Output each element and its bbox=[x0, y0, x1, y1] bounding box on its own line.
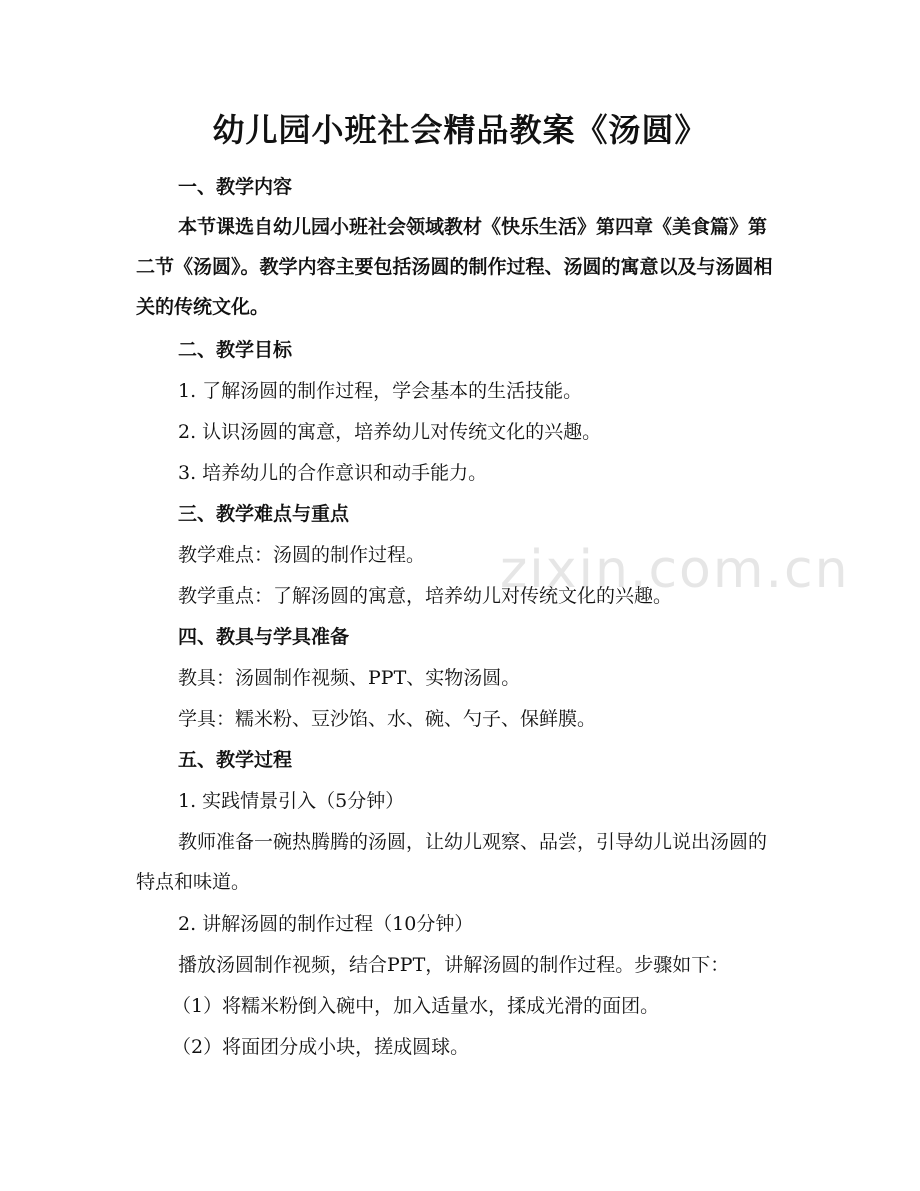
watermark-text: zixin.com.cn bbox=[500, 540, 850, 600]
process-step-1-paragraph: 教师准备一碗热腾腾的汤圆，让幼儿观察、品尝，引导幼儿说出汤圆的特点和味道。 bbox=[136, 831, 768, 893]
section-heading-process: 五、教学过程 bbox=[178, 749, 293, 771]
section-heading-materials: 四、教具与学具准备 bbox=[178, 626, 350, 648]
section-heading-objectives: 二、教学目标 bbox=[178, 339, 293, 361]
process-step-1: 1. 实践情景引入（5分钟） bbox=[178, 790, 405, 812]
process-substep-1: （1）将糯米粉倒入碗中，加入适量水，揉成光滑的面团。 bbox=[172, 995, 660, 1017]
student-materials-text: 学具：糯米粉、豆沙馅、水、碗、勺子、保鲜膜。 bbox=[178, 708, 597, 730]
process-substep-2: （2）将面团分成小块，搓成圆球。 bbox=[172, 1036, 470, 1058]
objective-item-2: 2. 认识汤圆的寓意，培养幼儿对传统文化的兴趣。 bbox=[178, 421, 602, 443]
difficulty-text: 教学难点：汤圆的制作过程。 bbox=[178, 544, 426, 566]
section-heading-content: 一、教学内容 bbox=[178, 176, 293, 198]
process-step-2-intro: 播放汤圆制作视频，结合PPT，讲解汤圆的制作过程。步骤如下： bbox=[178, 954, 730, 976]
section-content-paragraph: 本节课选自幼儿园小班社会领域教材《快乐生活》第四章《美食篇》第二节《汤圆》。教学内容主要包括汤圆的制作过程、汤圆的寓意以及与汤圆相关的传统文化。 bbox=[136, 216, 773, 318]
objective-item-1: 1. 了解汤圆的制作过程，学会基本的生活技能。 bbox=[178, 380, 583, 402]
objective-item-3: 3. 培养幼儿的合作意识和动手能力。 bbox=[178, 462, 488, 484]
teacher-materials-text: 教具：汤圆制作视频、PPT、实物汤圆。 bbox=[178, 667, 521, 689]
section-heading-difficulty-key: 三、教学难点与重点 bbox=[178, 503, 350, 525]
document-title: 幼儿园小班社会精品教案《汤圆》 bbox=[212, 111, 708, 149]
process-step-2: 2. 讲解汤圆的制作过程（10分钟） bbox=[178, 913, 474, 935]
key-point-text: 教学重点：了解汤圆的寓意，培养幼儿对传统文化的兴趣。 bbox=[178, 585, 673, 607]
